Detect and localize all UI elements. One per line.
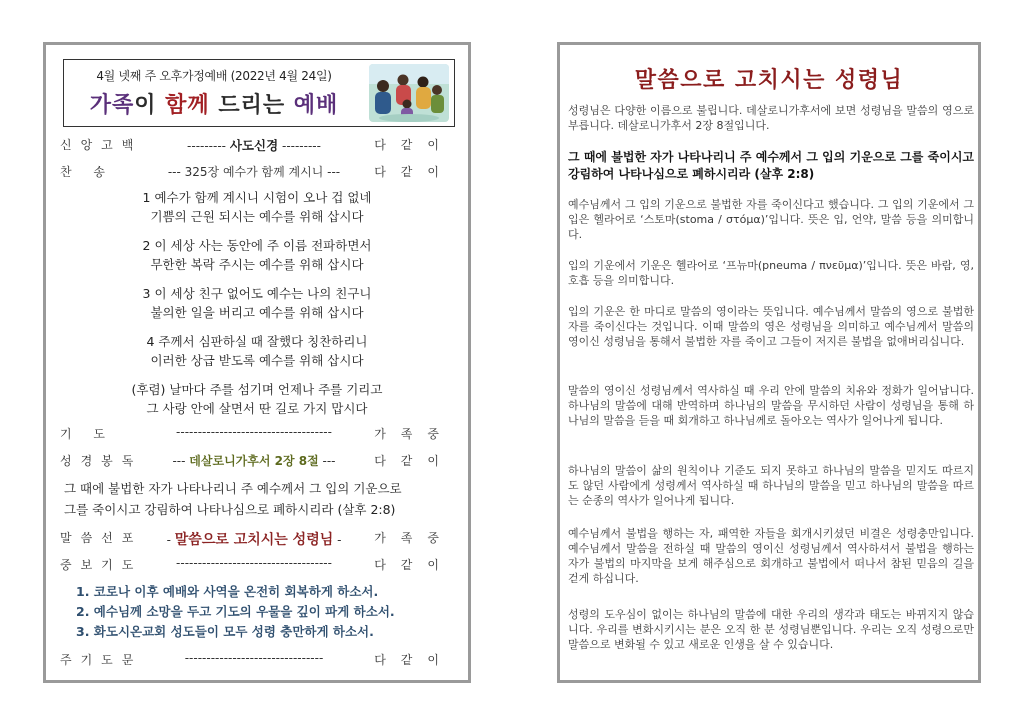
- title-part-particle: 이: [134, 93, 166, 118]
- sermon-paragraph: 입의 기운에서 기운은 헬라어로 ‘프뉴마(pneuma / πνεῦμα)’입니다. 뜻은 바람, 영, 호흡 등을 의미합니다.: [568, 259, 974, 287]
- order-sermon: [60, 529, 454, 549]
- title-part-family: 가족: [89, 93, 135, 118]
- scripture-reference: 데살로니가후서 2장 8절: [189, 454, 319, 468]
- bulletin-right-page: [557, 42, 981, 683]
- hymn-title: --- 325장 예수가 함께 계시니 ---: [167, 165, 341, 179]
- dash-line: --------------------------------: [184, 651, 324, 665]
- bulletin-left-page: [43, 42, 471, 683]
- sermon-paragraph: 말씀의 영이신 성령님께서 역사하실 때 우리 안에 말씀의 치유와 정화가 일어납니다. 하나님의 말씀에 대해 반역하며 하나님의 말씀을 무시하던 사람이 성령님을 통해 하나님의 말씀을 듣을 때 회개하고 하나님께로 돌아오는 역사가 일어나게 됩니다.: [568, 384, 974, 427]
- hymn-verse: 3 이 세상 친구 없어도 예수는 나의 친구니 불의한 일을 버리고 예수를 위해 삽시다: [142, 286, 372, 320]
- scripture-text: 그 때에 불법한 자가 나타나리니 주 예수께서 그 입의 기운으로 그를 죽이시고 강림하여 나타나심으로 폐하시리라 (살후 2:8): [64, 481, 402, 517]
- prayer-item: 1. 코로나 이후 예배와 사역을 온전히 회복하게 하소서.: [76, 584, 379, 599]
- bulletin-title: [64, 88, 364, 119]
- dash-line: -: [337, 533, 342, 547]
- worship-date: 4월 넷째 주 오후가정예배 (2022년 4월 24일): [96, 69, 332, 83]
- bulletin-header: [63, 59, 455, 127]
- prayer-item: 2. 예수님께 소망을 두고 기도의 우물을 깊이 파게 하소서.: [76, 604, 395, 619]
- order-scripture: [60, 452, 454, 472]
- order-prayer: [60, 425, 454, 445]
- hymn-verse: 1 예수가 함께 계시니 시험이 오나 겁 없네 기쁨의 근원 되시는 예수를 위해 삽시다: [142, 190, 372, 224]
- order-leader: 다같이: [374, 165, 454, 179]
- order-lords-prayer: [60, 651, 454, 671]
- order-leader: 가족중: [374, 427, 454, 441]
- title-part-worship: 예배: [293, 93, 339, 118]
- creed-name: 사도신경: [229, 138, 279, 153]
- dash-line: -: [166, 533, 171, 547]
- title-part-offer: 드리는: [209, 93, 294, 118]
- title-part-together: 함께: [165, 93, 210, 118]
- hymn-chorus: (후렴) 날마다 주를 섬기며 언제나 주를 기리고 그 사랑 안에 살면서 딴 길로 가지 맙시다: [131, 382, 383, 416]
- dash-line: ---------: [281, 139, 321, 153]
- order-leader: 다같이: [374, 138, 454, 152]
- order-creed: [60, 136, 454, 156]
- order-label: 기 도: [60, 427, 114, 441]
- order-label: 신앙고백: [60, 138, 143, 152]
- hymn-verse: 2 이 세상 사는 동안에 주 이름 전파하면서 무한한 복락 주시는 예수를 위해 삽시다: [142, 238, 372, 272]
- sermon-paragraph: 성령님은 다양한 이름으로 불립니다. 데살로니가후서에 보면 성령님을 말씀의 영으로 부릅니다. 데살로니가후서 2장 8절입니다.: [568, 104, 974, 132]
- sermon-heading: 말씀으로 고치시는 성령님: [634, 68, 904, 93]
- order-leader: 다같이: [374, 653, 454, 667]
- dash-line: ---: [172, 454, 186, 468]
- order-label: 주기도문: [60, 653, 143, 667]
- prayer-item: 3. 화도시온교회 성도들이 모두 성령 충만하게 하소서.: [76, 624, 374, 639]
- order-label: 찬 송: [60, 165, 114, 179]
- order-label: 성경봉독: [60, 454, 143, 468]
- dash-line: ---------: [187, 139, 227, 153]
- sermon-title: 말씀으로 고치시는 성령님: [174, 532, 334, 548]
- sermon-scripture-quote: 그 때에 불법한 자가 나타나리니 주 예수께서 그 입의 기운으로 그를 죽이시고 강림하여 나타나심으로 폐하시리라 (살후 2:8): [568, 150, 974, 181]
- order-label: 중보기도: [60, 558, 143, 572]
- order-leader: 다같이: [374, 454, 454, 468]
- dash-line: ------------------------------------: [176, 425, 332, 439]
- family-illustration: [369, 64, 449, 122]
- order-intercession: [60, 556, 454, 576]
- sermon-paragraph: 하나님의 말씀이 삶의 원칙이나 기준도 되지 못하고 하나님의 말씀을 믿지도 따르지도 않던 사람에게 성령께서 역사하실 때 하나님의 말씀을 믿고 하나님의 말씀을 따르는 순종의 역사가 일어나게 됩니다.: [568, 464, 974, 507]
- sermon-paragraph: 입의 기운은 한 마디로 말씀의 영이라는 뜻입니다. 예수님께서 말씀의 영으로 불법한 자를 죽이신다는 것입니다. 이때 말씀의 영은 성령님을 의미하고 예수님께서 말씀의 영이신 성령님을 통해서 불법한 자를 죽이고 그들이 저지른 불법을 없애버리십니다.: [568, 305, 974, 348]
- dash-line: ------------------------------------: [176, 556, 332, 570]
- order-leader: 가족중: [374, 531, 454, 545]
- sermon-paragraph: 예수님께서 불법을 행하는 자, 패역한 자들을 회개시키셨던 비결은 성령충만입니다. 예수님께서 말씀을 전하실 때 말씀의 영이신 성령님께서 역사하셔서 불법을 행하는 자가 불법의 마지막을 보게 해주심으로 회개하고 불법에서 떠나서 참된 믿음의 길을 걷게 하십니다.: [568, 527, 974, 585]
- sermon-paragraph: 성령의 도우심이 없이는 하나님의 말씀에 대한 우리의 생각과 태도는 바뀌지지 않습니다. 우리를 변화시키시는 분은 오직 한 분 성령님뿐입니다. 우리는 오직 성령으로만 말씀으로 변화될 수 있고 새로운 인생을 살 수 있습니다.: [568, 608, 974, 651]
- dash-line: ---: [322, 454, 336, 468]
- order-label: 말씀선포: [60, 531, 143, 545]
- order-leader: 다같이: [374, 558, 454, 572]
- hymn-verse: 4 주께서 심판하실 때 잘했다 칭찬하리니 이러한 상급 받도록 예수를 위해 삽시다: [146, 334, 368, 368]
- sermon-paragraph: 예수님께서 그 입의 기운으로 불법한 자를 죽이신다고 했습니다. 그 입의 기운에서 그 입은 헬라어로 ‘스토마(stoma / στόμα)’입니다. 뜻은 입, 언약, 말씀 등을 의미합니다.: [568, 198, 974, 241]
- order-hymn: [60, 163, 454, 183]
